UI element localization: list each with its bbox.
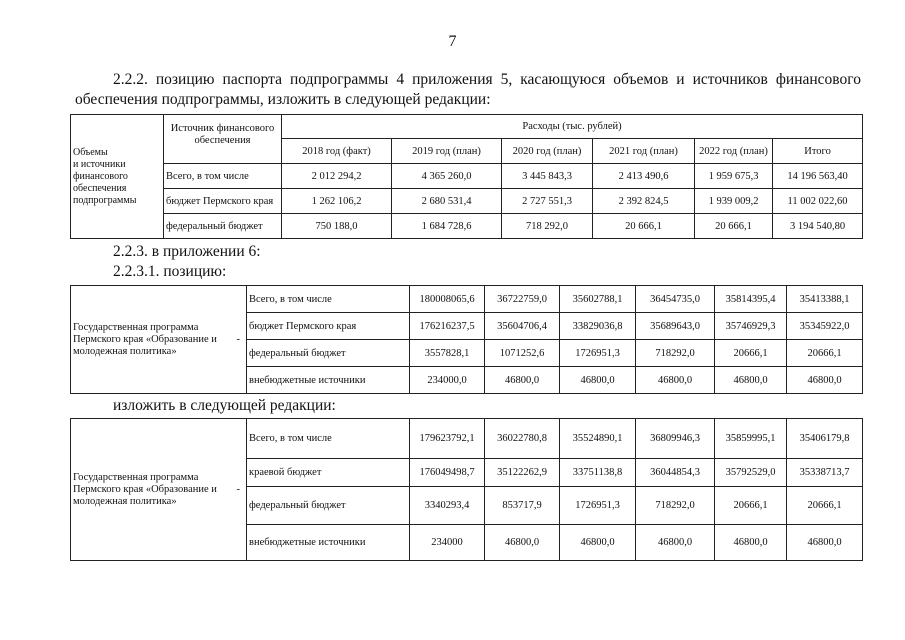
row-label: Всего, в том числе (164, 164, 282, 189)
table-cell: 1 684 728,6 (392, 214, 502, 239)
table-row (71, 286, 863, 313)
row-label: Всего, в том числе (247, 419, 410, 459)
table-cell: 718 292,0 (502, 214, 593, 239)
table-cell: 3340293,4 (410, 487, 485, 525)
table-cell: 35338713,7 (787, 459, 863, 487)
row-label: бюджет Пермского края (164, 189, 282, 214)
table-cell: 35792529,0 (715, 459, 787, 487)
table-cell: 35604706,4 (485, 313, 560, 340)
table-cell: 234000,0 (410, 367, 485, 394)
table1-col-header: 2020 год (план) (502, 139, 593, 164)
table-cell: 20 666,1 (593, 214, 695, 239)
table-cell: 176216237,5 (410, 313, 485, 340)
table-cell: 2 392 824,5 (593, 189, 695, 214)
page-number: 7 (448, 33, 457, 50)
table-cell: 853717,9 (485, 487, 560, 525)
section-2-2-3-1: 2.2.3.1. позицию: (113, 263, 227, 280)
table-cell: 1 262 106,2 (282, 189, 392, 214)
program-name: Государственная программа Пермского края «Образование и молодежная политика» (71, 286, 231, 394)
section-new-edition: изложить в следующей редакции: (113, 397, 336, 414)
program-name: Государственная программа Пермского края «Образование и молодежная политика» (71, 419, 231, 561)
table-cell: 46800,0 (560, 525, 636, 561)
table-cell: 35602788,1 (560, 286, 636, 313)
table-cell: 1071252,6 (485, 340, 560, 367)
table-cell: 179623792,1 (410, 419, 485, 459)
table-cell: 36809946,3 (636, 419, 715, 459)
table1-source-header: Источник финансового обеспечения (164, 115, 282, 164)
row-label: Всего, в том числе (247, 286, 410, 313)
program-position-old-table (70, 285, 863, 394)
table-cell: 35524890,1 (560, 419, 636, 459)
table-cell: 35122262,9 (485, 459, 560, 487)
table-cell: 46800,0 (787, 367, 863, 394)
table-cell: 36022780,8 (485, 419, 560, 459)
table1-col-header: 2019 год (план) (392, 139, 502, 164)
table-cell: 35814395,4 (715, 286, 787, 313)
section-2-2-3: 2.2.3. в приложении 6: (113, 243, 261, 260)
table1-col-header: 2022 год (план) (695, 139, 773, 164)
table-cell: 750 188,0 (282, 214, 392, 239)
table-cell: 20666,1 (787, 340, 863, 367)
row-label: федеральный бюджет (247, 487, 410, 525)
table-cell: 718292,0 (636, 487, 715, 525)
row-label: внебюджетные источники (247, 525, 410, 561)
table-cell: 20 666,1 (695, 214, 773, 239)
table-cell: 4 365 260,0 (392, 164, 502, 189)
table-cell: 46800,0 (715, 525, 787, 561)
program-dash: - (231, 286, 247, 394)
table-cell: 36044854,3 (636, 459, 715, 487)
row-label: бюджет Пермского края (247, 313, 410, 340)
table-cell: 2 413 490,6 (593, 164, 695, 189)
table-cell: 20666,1 (715, 340, 787, 367)
row-label: федеральный бюджет (247, 340, 410, 367)
table-cell: 35859995,1 (715, 419, 787, 459)
table1-col-header: Итого (773, 139, 863, 164)
table-cell: 718292,0 (636, 340, 715, 367)
table1-left-header: Объемы и источники финансового обеспечения подпрограммы (71, 115, 164, 239)
row-label: внебюджетные источники (247, 367, 410, 394)
program-position-new-table (70, 418, 863, 561)
table-cell: 35746929,3 (715, 313, 787, 340)
table-cell: 46800,0 (485, 367, 560, 394)
table-cell: 1 939 009,2 (695, 189, 773, 214)
table-cell: 3 445 843,3 (502, 164, 593, 189)
table-cell: 35406179,8 (787, 419, 863, 459)
table-row (71, 214, 863, 239)
table1-col-header: 2018 год (факт) (282, 139, 392, 164)
table-cell: 3557828,1 (410, 340, 485, 367)
table-cell: 2 012 294,2 (282, 164, 392, 189)
table1-col-header: 2021 год (план) (593, 139, 695, 164)
row-label: краевой бюджет (247, 459, 410, 487)
table-cell: 2 727 551,3 (502, 189, 593, 214)
section-2-2-2-paragraph: 2.2.2. позицию паспорта подпрограммы 4 приложения 5, касающуюся объемов и источников финансового обеспечения подпрограммы, изложить в следующей редакции: (75, 71, 861, 108)
table-cell: 36722759,0 (485, 286, 560, 313)
program-dash: - (231, 419, 247, 561)
table-row (71, 419, 863, 459)
table-cell: 46800,0 (787, 525, 863, 561)
table-cell: 33751138,8 (560, 459, 636, 487)
table-cell: 33829036,8 (560, 313, 636, 340)
table-cell: 1726951,3 (560, 487, 636, 525)
table-cell: 46800,0 (560, 367, 636, 394)
table-cell: 35413388,1 (787, 286, 863, 313)
table-cell: 180008065,6 (410, 286, 485, 313)
row-label: федеральный бюджет (164, 214, 282, 239)
table-cell: 14 196 563,40 (773, 164, 863, 189)
table-cell: 20666,1 (715, 487, 787, 525)
table-row (71, 164, 863, 189)
table-cell: 1 959 675,3 (695, 164, 773, 189)
table-cell: 11 002 022,60 (773, 189, 863, 214)
table-cell: 46800,0 (636, 525, 715, 561)
table-cell: 2 680 531,4 (392, 189, 502, 214)
table-cell: 46800,0 (636, 367, 715, 394)
subprogram-financing-table (70, 114, 863, 239)
table-cell: 35345922,0 (787, 313, 863, 340)
table-cell: 176049498,7 (410, 459, 485, 487)
table-cell: 35689643,0 (636, 313, 715, 340)
table-cell: 3 194 540,80 (773, 214, 863, 239)
table-cell: 234000 (410, 525, 485, 561)
table-cell: 20666,1 (787, 487, 863, 525)
table-cell: 46800,0 (715, 367, 787, 394)
table-cell: 1726951,3 (560, 340, 636, 367)
table-row (71, 189, 863, 214)
table1-expenses-header: Расходы (тыс. рублей) (282, 115, 863, 139)
table-cell: 36454735,0 (636, 286, 715, 313)
table-cell: 46800,0 (485, 525, 560, 561)
